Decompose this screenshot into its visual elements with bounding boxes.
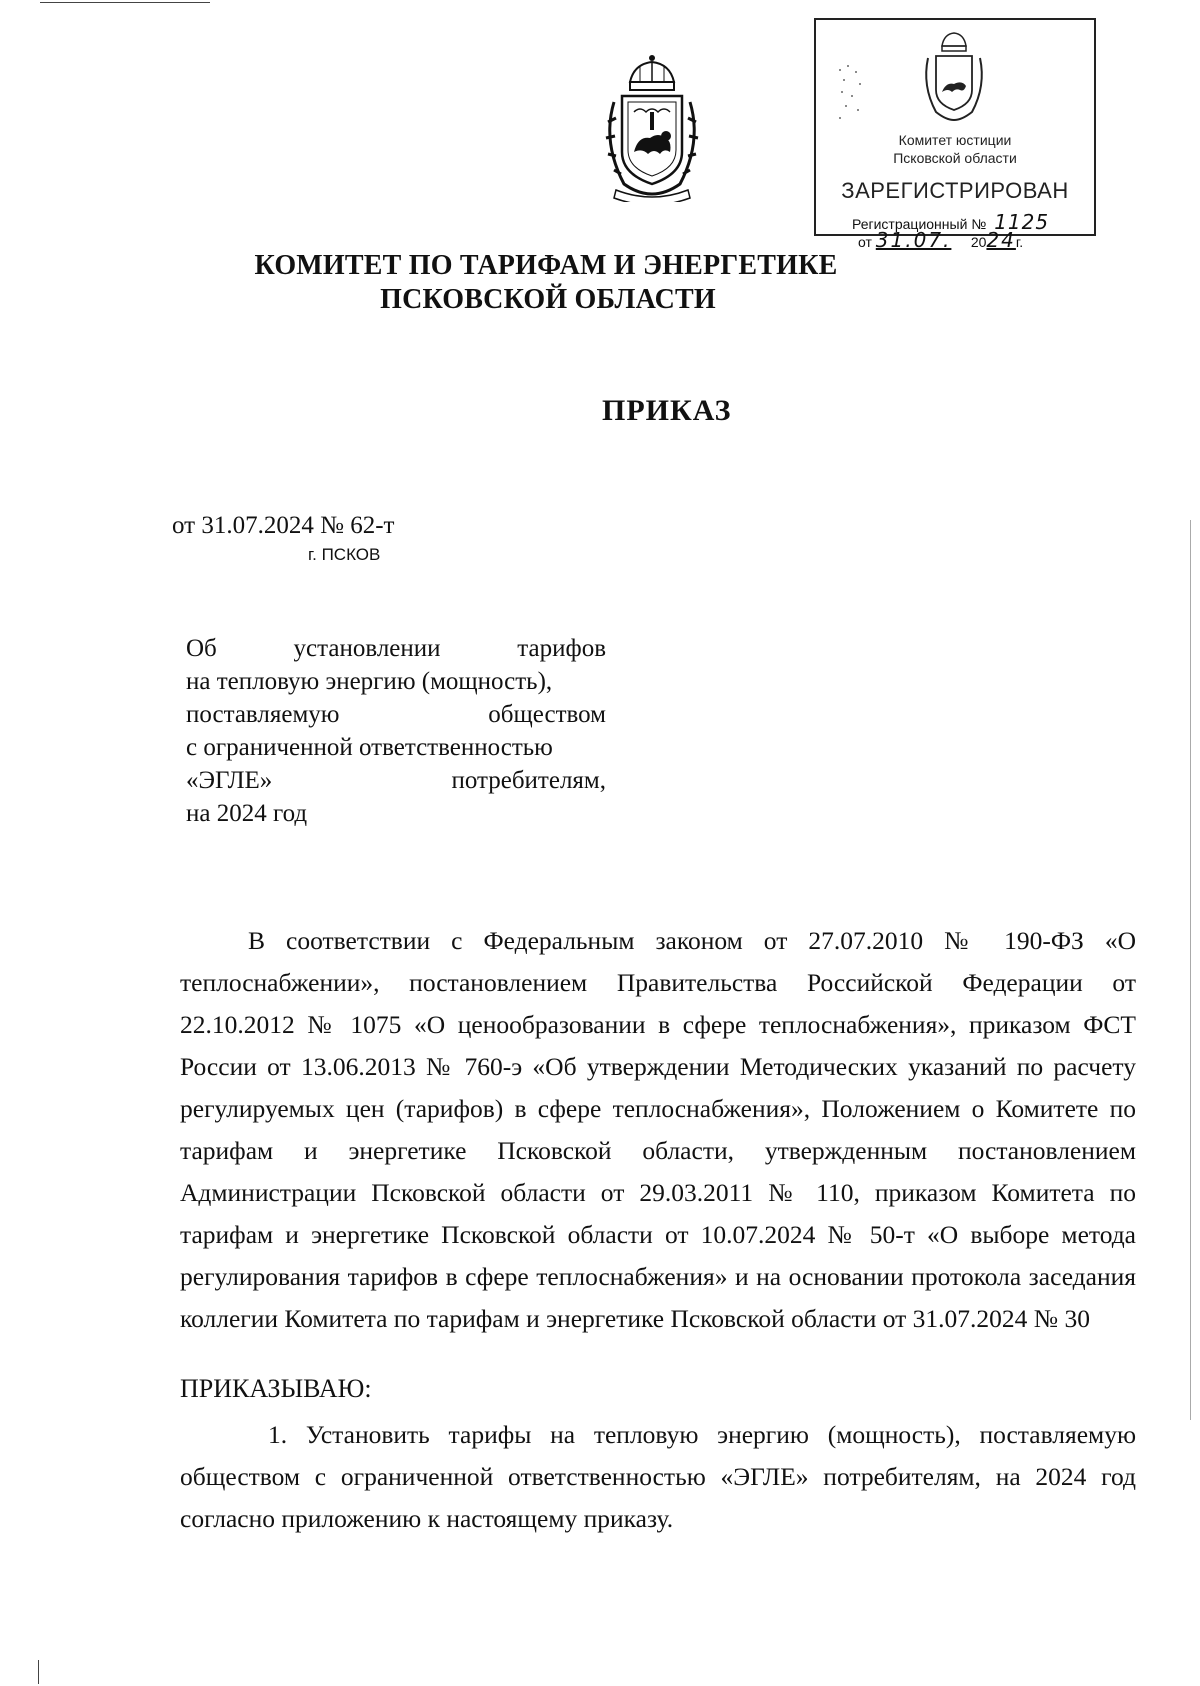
stamp-year-suffix: г.	[1015, 234, 1024, 250]
order-item-1: 1. Установить тарифы на тепловую энергию (мощность), поставляемую обществом с ограниченной ответственностью «ЭГЛЕ» потребителям, на 2024 год согласно приложению к настоящему приказу.	[180, 1420, 1136, 1533]
org-name-line-2: ПСКОВСКОЙ ОБЛАСТИ	[380, 284, 716, 315]
subject-line: с ограниченной ответственностью	[186, 734, 553, 761]
stamp-reg-number: 1125	[994, 210, 1050, 234]
subject-line: поставляемую обществом	[186, 701, 606, 728]
subject-line: на тепловую энергию (мощность),	[186, 668, 553, 695]
coat-of-arms-emblem	[594, 52, 710, 202]
scan-edge-left	[38, 1660, 39, 1684]
stamp-year-value: 24	[986, 228, 1016, 252]
stamp-org-line-2: Псковской области	[893, 150, 1017, 166]
stamp-reg-label: Регистрационный №	[852, 216, 987, 232]
subject-line: на 2024 год	[186, 800, 308, 827]
stamp-coat-of-arms-icon	[918, 26, 990, 126]
stamp-status: ЗАРЕГИСТРИРОВАН	[841, 178, 1069, 203]
order-city: г. ПСКОВ	[308, 545, 381, 564]
stamp-scan-noise	[834, 60, 882, 130]
document-type-title: ПРИКАЗ	[602, 394, 732, 427]
subject-line: «ЭГЛЕ» потребителям,	[186, 767, 606, 794]
stamp-org-line-1: Комитет юстиции	[898, 132, 1012, 148]
registration-stamp	[814, 18, 1096, 252]
preamble-paragraph: В соответствии с Федеральным законом от 27.07.2010 № 190-ФЗ «О теплоснабжении», постановлением Правительства Российской Федерации от 22.10.2012 № 1075 «О ценообразовании в сфере теплоснабжения», приказом ФСТ России от 13.06.2013 № 760-э «Об утверждении Методических указаний по расчету регулируемых цен (тарифов) в сфере теплоснабжения», Положением о Комитете по тарифам и энергетике Псковской области, утвержденным постановлением Администрации Псковской области от 29.03.2011 № 110, приказом Комитета по тарифам и энергетике Псковской области от 10.07.2024 № 50-т «О выборе метода регулирования тарифов в сфере теплоснабжения» и на основании протокола заседания коллегии Комитета по тарифам и энергетике Псковской области от 31.07.2024 № 30	[180, 926, 1136, 1333]
org-name-line-1: КОМИТЕТ ПО ТАРИФАМ И ЭНЕРГЕТИКЕ	[254, 250, 838, 281]
subject-line: Об установлении тарифов	[186, 635, 606, 662]
stamp-date-prefix: от	[858, 234, 872, 250]
order-directive-word: ПРИКАЗЫВАЮ:	[180, 1374, 372, 1403]
stamp-date	[858, 228, 1023, 252]
stamp-year-prefix: 20	[970, 234, 987, 250]
order-subject	[186, 632, 606, 830]
scan-edge-top	[40, 2, 210, 3]
order-date-number: от 31.07.2024 № 62-т	[172, 512, 395, 539]
stamp-date-value: 31.07.	[875, 228, 952, 252]
scan-edge-right	[1190, 520, 1191, 1420]
